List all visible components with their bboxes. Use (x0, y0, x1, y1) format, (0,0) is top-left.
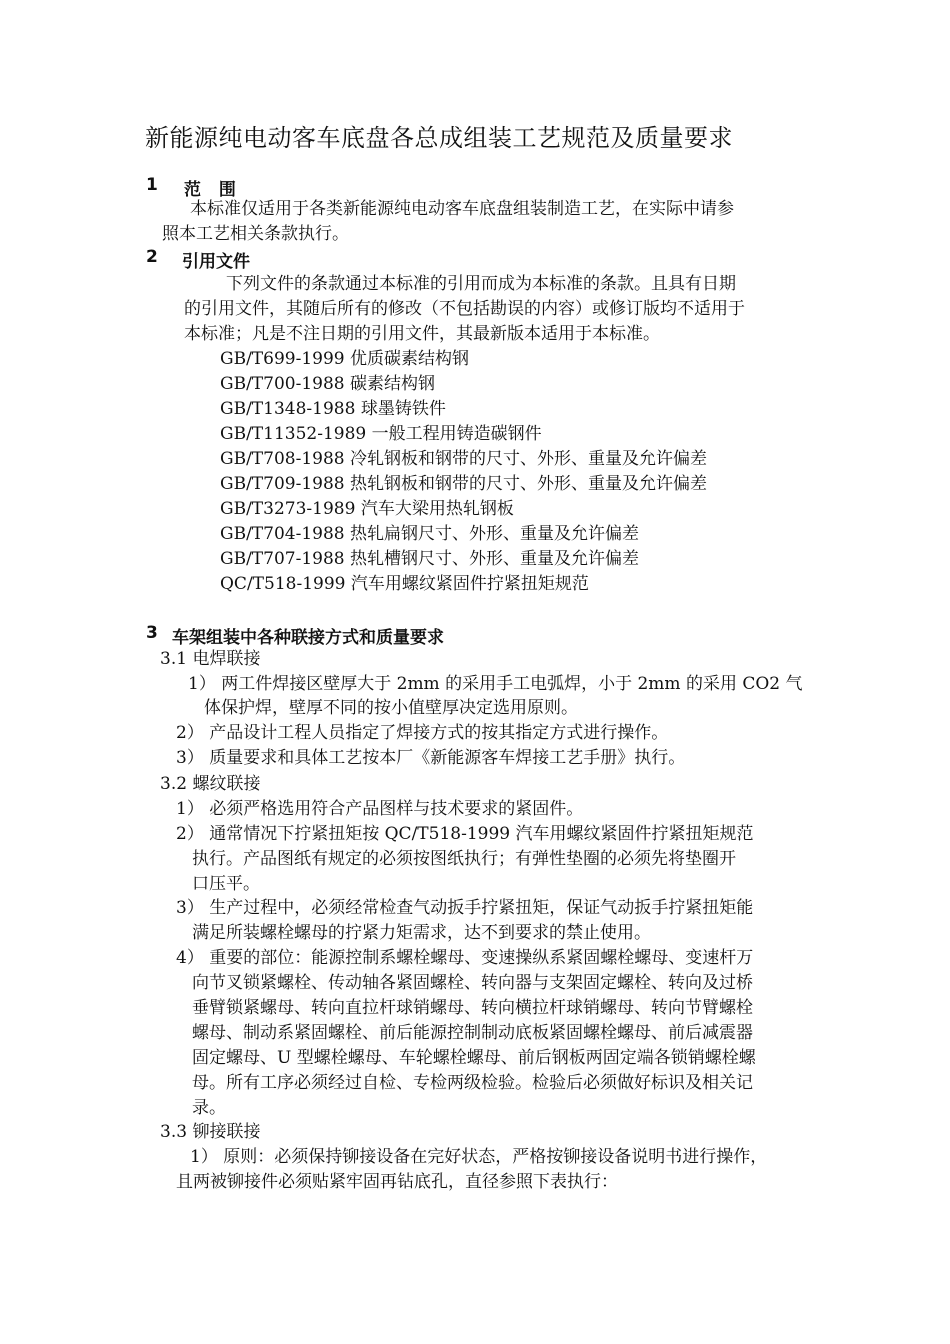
subsection-3-1-item-1-line-1: 1） 两工件焊接区壁厚大于 2mm 的采用手工电弧焊，小于 2mm 的采用 CO2 气 (188, 674, 803, 694)
subsection-3-1-item-3: 3） 质量要求和具体工艺按本厂《新能源客车焊接工艺手册》执行。 (176, 748, 686, 768)
reference-item: GB/T700-1988 碳素结构钢 (220, 374, 435, 394)
subsection-3-2-item-4-line-6: 母。所有工序必须经过自检、专检两级检验。检验后必须做好标识及相关记 (192, 1073, 753, 1093)
subsection-3-2-item-4-line-1: 4） 重要的部位：能源控制系螺栓螺母、变速操纵系紧固螺栓螺母、变速杆万 (176, 948, 754, 968)
subsection-3-2-item-1: 1） 必须严格选用符合产品图样与技术要求的紧固件。 (176, 799, 584, 819)
reference-item: GB/T704-1988 热轧扁钢尺寸、外形、重量及允许偏差 (220, 524, 639, 544)
reference-item: QC/T518-1999 汽车用螺纹紧固件拧紧扭矩规范 (220, 574, 589, 594)
reference-item: GB/T707-1988 热轧槽钢尺寸、外形、重量及允许偏差 (220, 549, 639, 569)
subsection-3-2-item-4-line-5: 固定螺母、U 型螺栓螺母、车轮螺栓螺母、前后钢板两固定端各锁销螺栓螺 (192, 1048, 756, 1068)
section-3-number: 3 (146, 623, 158, 643)
subsection-3-2-item-3-line-2: 满足所装螺栓螺母的拧紧力矩需求，达不到要求的禁止使用。 (192, 923, 651, 943)
subsection-3-2-heading: 3.2 螺纹联接 (160, 774, 261, 794)
section-1-paragraph-line-2: 照本工艺相关条款执行。 (162, 224, 349, 244)
subsection-3-2-item-4-line-3: 垂臂锁紧螺母、转向直拉杆球销螺母、转向横拉杆球销螺母、转向节臂螺栓 (192, 998, 753, 1018)
reference-item: GB/T699-1999 优质碳素结构钢 (220, 349, 469, 369)
section-1-heading: 范 围 (184, 180, 242, 200)
document-title: 新能源纯电动客车底盘各总成组装工艺规范及质量要求 (145, 124, 733, 152)
subsection-3-2-item-2-line-2: 执行。产品图纸有规定的必须按图纸执行；有弹性垫圈的必须先将垫圈开 (192, 849, 736, 869)
section-2-paragraph-line-2: 的引用文件，其随后所有的修改（不包括勘误的内容）或修订版均不适用于 (184, 299, 745, 319)
subsection-3-2-item-2-line-1: 2） 通常情况下拧紧扭矩按 QC/T518-1999 汽车用螺纹紧固件拧紧扭矩规范 (176, 824, 754, 844)
subsection-3-3-heading: 3.3 铆接联接 (160, 1122, 261, 1142)
section-2-paragraph-line-3: 本标准；凡是不注日期的引用文件，其最新版本适用于本标准。 (184, 324, 660, 344)
subsection-3-2-item-3-line-1: 3） 生产过程中，必须经常检查气动扳手拧紧扭矩，保证气动扳手拧紧扭矩能 (176, 898, 754, 918)
subsection-3-1-heading: 3.1 电焊联接 (160, 649, 261, 669)
reference-item: GB/T1348-1988 球墨铸铁件 (220, 399, 446, 419)
subsection-3-2-item-4-line-2: 向节叉锁紧螺栓、传动轴各紧固螺栓、转向器与支架固定螺栓、转向及过桥 (192, 973, 753, 993)
reference-item: GB/T11352-1989 一般工程用铸造碳钢件 (220, 424, 542, 444)
subsection-3-3-item-1-line-2: 且两被铆接件必须贴紧牢固再钻底孔，直径参照下表执行： (176, 1172, 618, 1192)
subsection-3-1-item-2: 2） 产品设计工程人员指定了焊接方式的按其指定方式进行操作。 (176, 723, 669, 743)
reference-item: GB/T708-1988 冷轧钢板和钢带的尺寸、外形、重量及允许偏差 (220, 449, 707, 469)
subsection-3-3-item-1-line-1: 1） 原则：必须保持铆接设备在完好状态，严格按铆接设备说明书进行操作， (190, 1147, 768, 1167)
section-2-paragraph-line-1: 下列文件的条款通过本标准的引用而成为本标准的条款。且具有日期 (226, 274, 736, 294)
section-1-number: 1 (146, 175, 158, 195)
section-3-heading: 车架组装中各种联接方式和质量要求 (172, 628, 444, 648)
subsection-3-2-item-4-line-7: 录。 (192, 1098, 226, 1118)
subsection-3-2-item-4-line-4: 螺母、制动系紧固螺栓、前后能源控制制动底板紧固螺栓螺母、前后减震器 (192, 1023, 753, 1043)
section-2-number: 2 (146, 247, 158, 267)
reference-item: GB/T709-1988 热轧钢板和钢带的尺寸、外形、重量及允许偏差 (220, 474, 707, 494)
section-1-paragraph-line-1: 本标准仅适用于各类新能源纯电动客车底盘组装制造工艺，在实际中请参 (190, 199, 734, 219)
reference-item: GB/T3273-1989 汽车大梁用热轧钢板 (220, 499, 514, 519)
subsection-3-2-item-2-line-3: 口压平。 (192, 874, 260, 894)
section-2-heading: 引用文件 (182, 252, 250, 272)
subsection-3-1-item-1-line-2: 体保护焊，壁厚不同的按小值壁厚决定选用原则。 (204, 698, 578, 718)
